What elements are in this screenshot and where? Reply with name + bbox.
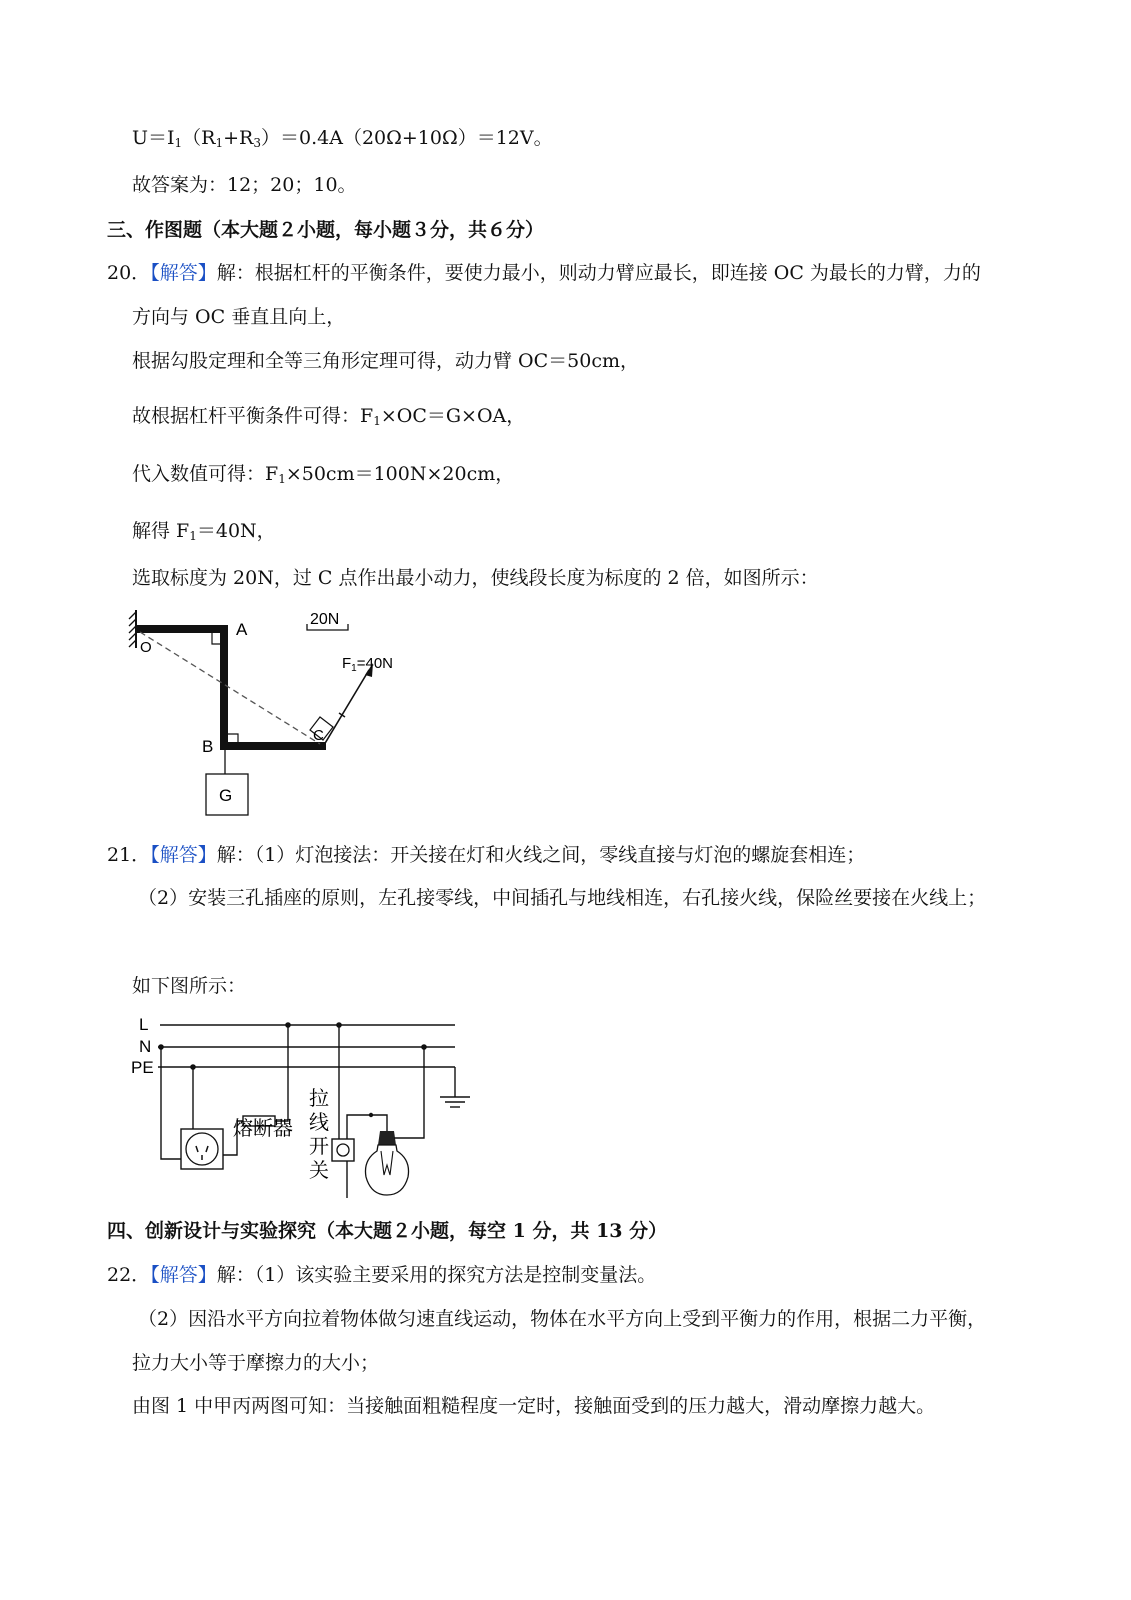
label-l: L	[139, 1015, 149, 1034]
q22-line-4: 由图 1 中甲丙两图可知：当接触面粗糙程度一定时，接触面受到的压力越大，滑动摩擦力越大。	[132, 1395, 936, 1417]
q21-line-2: （2）安装三孔插座的原则，左孔接零线，中间插孔与地线相连，右孔接火线，保险丝要接在火线上；	[138, 887, 987, 909]
q21-line-3: 如下图所示：	[132, 975, 247, 997]
section-heading-4: 四、创新设计与实验探究（本大题２小题，每空 1 分，共 13 分）	[107, 1220, 668, 1242]
label-switch-3: 开	[309, 1136, 329, 1158]
label-a: A	[236, 620, 248, 639]
scale-label: 20N	[310, 611, 340, 628]
q20-line-5: 代入数值可得：$F_1\times 50cm=100N\times 20cm$，	[132, 463, 515, 486]
label-c: C	[313, 727, 324, 744]
q20-line-3: 根据勾股定理和全等三角形定理可得，动力臂 OC＝50cm，	[132, 350, 639, 372]
label-b: B	[202, 737, 214, 756]
q20-line-4: 故根据杠杆平衡条件可得：$F_1\times OC=G\times OA$，	[132, 405, 526, 428]
q22-line-3: 拉力大小等于摩擦力的大小；	[132, 1352, 380, 1374]
label-pe: PE	[131, 1058, 154, 1077]
q21-line-1: 21．【解答】解：（1）灯泡接法：开关接在灯和火线之间，零线直接与灯泡的螺旋套相连；	[107, 844, 866, 866]
section-heading-3: 三、作图题（本大题２小题，每小题３分，共６分）	[107, 219, 545, 241]
answer-line: 故答案为：12；20；10。	[132, 174, 357, 196]
answer-tag: 【解答】	[150, 262, 217, 284]
formula-line: $U=I_1(R_1+R_3)=0.4A(20\Omega+10\Omega)=12V$。	[132, 127, 553, 150]
label-g: G	[219, 786, 233, 805]
label-switch-4: 关	[309, 1160, 329, 1182]
q20-line-7: 选取标度为 20N，过 C 点作出最小动力，使线段长度为标度的 2 倍，如图所示：	[132, 567, 819, 589]
q22-line-2: （2）因沿水平方向拉着物体做匀速直线运动，物体在水平方向上受到平衡力的作用，根据二力平衡，	[138, 1308, 987, 1330]
label-n: N	[139, 1037, 152, 1056]
q20-line-2: 方向与 OC 垂直且向上，	[132, 306, 346, 328]
q20-line-6: 解得 $F_1=40N$，	[132, 520, 276, 543]
lever-diagram	[120, 600, 420, 825]
label-switch-2: 线	[309, 1112, 329, 1134]
label-o: O	[140, 639, 152, 656]
answer-tag: 【解答】	[150, 844, 217, 866]
q20-line-1: 20．【解答】解：根据杠杆的平衡条件，要使力最小，则动力臂应最长，即连接 OC 为最长的力臂，力的	[107, 262, 981, 284]
circuit-diagram	[125, 1005, 485, 1210]
answer-tag: 【解答】	[150, 1264, 217, 1286]
label-switch-1: 拉	[309, 1088, 329, 1110]
force-label: $F_1=40N$	[342, 655, 394, 674]
q22-line-1: 22．【解答】解：（1）该实验主要采用的探究方法是控制变量法。	[107, 1264, 657, 1286]
label-fuse: 熔断器	[233, 1118, 293, 1140]
